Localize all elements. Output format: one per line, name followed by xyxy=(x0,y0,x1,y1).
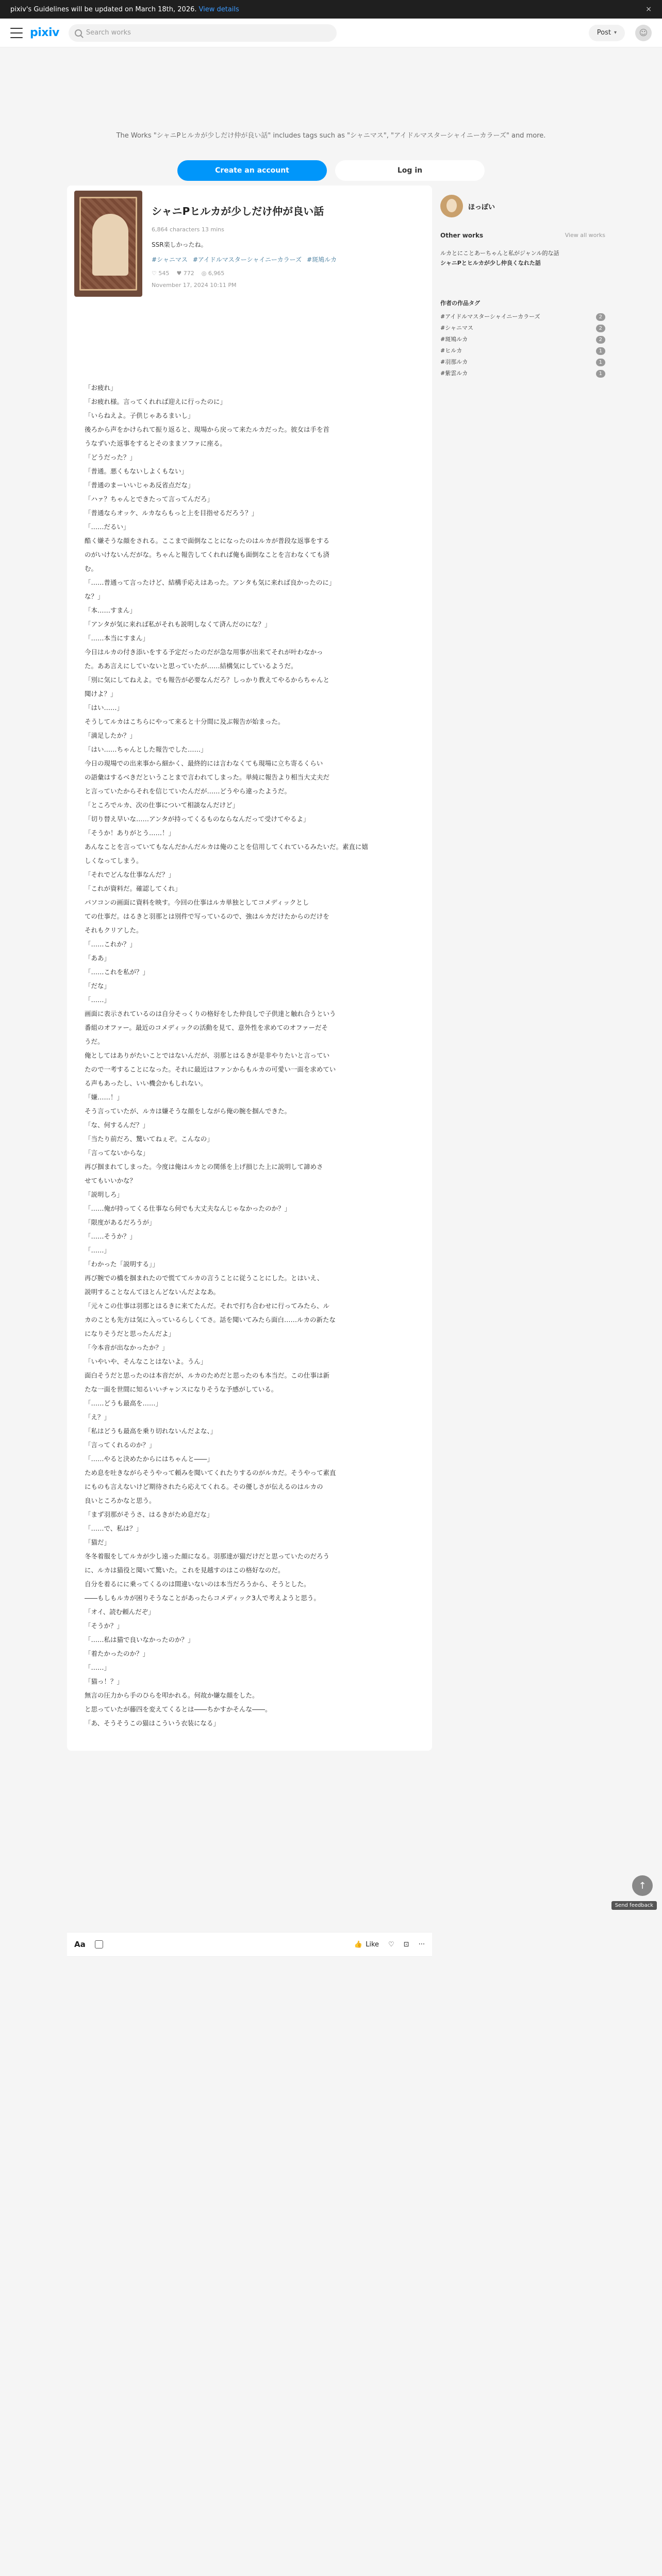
novel-line: 無言の圧力から手のひらを叩かれる。何故か嫌な顔をした。 xyxy=(85,1691,259,1699)
tag-list xyxy=(152,255,337,264)
novel-line: 面白そうだと思ったのは本音だが、ルカのためだと思ったのも本当だ。この仕事は新 xyxy=(85,1371,330,1379)
site-header xyxy=(0,19,662,47)
novel-line: 「ところでルカ、次の仕事について相談なんだけど」 xyxy=(85,801,239,809)
novel-line: と言っていたからそれを信じていたんだが……どうやら違ったようだ。 xyxy=(85,787,291,795)
login-button[interactable]: Log in xyxy=(335,160,485,181)
view-count: ◎ 6,965 xyxy=(201,270,225,277)
novel-line: 「限度があるだろうが」 xyxy=(85,1218,156,1226)
novel-line: 「わかった「説明する」」 xyxy=(85,1260,159,1268)
search-placeholder: Search works xyxy=(86,29,131,37)
content-layout xyxy=(67,185,608,1751)
author-tag-item[interactable] xyxy=(440,334,605,345)
author-tag-count: 2 xyxy=(596,325,605,332)
post-button-label: Post xyxy=(597,29,611,37)
bookmark-icon[interactable] xyxy=(95,1940,103,1948)
novel-line: 「普通。悪くもないしよくもない」 xyxy=(85,467,188,475)
tag-link[interactable]: #斑鳩ルカ xyxy=(307,256,337,263)
author-tag-name: #シャニマス xyxy=(440,325,473,331)
novel-line: 「それでどんな仕事なんだ？」 xyxy=(85,871,175,878)
novel-line: 「これが資料だ。確認してくれ」 xyxy=(85,885,181,892)
novel-line: 番組のオファー。最近のコメディックの活動を見て、意外性を求めてのオファーだそ xyxy=(85,1024,328,1031)
hamburger-menu-icon[interactable] xyxy=(10,28,23,38)
like-count: ♡ 545 xyxy=(152,270,170,277)
author-tag-name: #羽那ルカ xyxy=(440,359,468,365)
novel-line: カのことも先方は気に入っているらしくてさ。話を聞いてみたら面白……ルカの新たな xyxy=(85,1316,336,1324)
author-tag-count: 1 xyxy=(596,359,605,366)
novel-line: しくなってしまう。 xyxy=(85,857,143,865)
novel-line: にものも言えないけど期待されたら応えてくれる。その優しさが伝えるのはルカの xyxy=(85,1483,323,1490)
search-input[interactable] xyxy=(69,24,337,42)
novel-line: 「……俺が持ってくる仕事なら何でも大丈夫なんじゃなかったのか？」 xyxy=(85,1205,291,1212)
work-meta: 6,864 characters 13 mins xyxy=(152,226,224,233)
novel-line: 「着たかったのか？」 xyxy=(85,1650,150,1657)
novel-line: 「そうか？」 xyxy=(85,1622,124,1630)
announcement-banner xyxy=(0,0,662,19)
other-works-heading: Other works xyxy=(440,232,484,239)
novel-line: の語彙はするべきだということまで言われてしまった。単純に報告より相当大丈夫だ xyxy=(85,773,330,781)
cover-image[interactable] xyxy=(74,191,142,297)
novel-line: それもクリアした。 xyxy=(85,926,143,934)
chevron-down-icon: ▾ xyxy=(614,30,617,36)
author-tag-name: #紫雲ルカ xyxy=(440,370,468,377)
more-options-icon[interactable]: ··· xyxy=(418,1940,425,1948)
novel-line: 「はい……ちゃんとした報告でした……」 xyxy=(85,745,207,753)
novel-line: うなずいた返事をするとそのままソファに座る。 xyxy=(85,439,226,447)
novel-line: 「言ってくれるのか？」 xyxy=(85,1441,156,1449)
tag-link[interactable]: #シャニマス xyxy=(152,256,188,263)
author-tags-section xyxy=(440,299,605,379)
promo-text: The Works "シャニPヒルカが少しだけ仲が良い話" includes tags such as "シャニマス", "アイドルマスターシャイニーカラーズ" and more. xyxy=(116,132,546,140)
novel-line: 「本……すまん」 xyxy=(85,606,137,614)
novel-line: そうしてルカはこちらにやって来ると十分間に及ぶ報告が始まった。 xyxy=(85,718,285,725)
author-avatar[interactable] xyxy=(440,195,463,217)
novel-line: ――もしもルカが困りそうなことがあったらコメディック3人で考えようと思う。 xyxy=(85,1594,320,1602)
novel-line: 冬冬着服をしてルカが少し遠った顔になる。羽那達が猫だけだと思っていたのだろう xyxy=(85,1552,330,1560)
novel-line: な？」 xyxy=(85,592,104,600)
novel-line: 「別に気にしてねえよ。でも報告が必要なんだろ？しっかり教えてやるからちゃんと xyxy=(85,676,330,684)
novel-line: 「元々この仕事は羽那とはるきに来てたんだ。それで打ち合わせに行ってみたら、ル xyxy=(85,1302,330,1310)
reading-toolbar xyxy=(67,1932,432,1957)
novel-line: む。 xyxy=(85,565,98,572)
search-icon xyxy=(75,29,82,37)
author-tag-item[interactable] xyxy=(440,357,605,368)
novel-line: 「……だるい」 xyxy=(85,523,130,531)
author-tag-item[interactable] xyxy=(440,311,605,323)
novel-line: 「猫だ」 xyxy=(85,1538,111,1546)
novel-line: 「まず羽那がそうさ、はるきがため息だな」 xyxy=(85,1511,213,1518)
banner-details-link[interactable]: View details xyxy=(198,5,239,13)
author-tag-count: 2 xyxy=(596,336,605,344)
author-tag-item[interactable] xyxy=(440,323,605,334)
novel-line: た。ああ言えにしていないと思っていたが……結構気にしているようだ。 xyxy=(85,662,297,670)
author-tag-count: 2 xyxy=(596,313,605,321)
novel-line: 「……で、私は？」 xyxy=(85,1524,143,1532)
novel-line: 後ろから声をかけられて振り返ると、現場から戻って来たルカだった。彼女は手を首 xyxy=(85,426,330,433)
novel-line: ての仕事だ。はるきと羽那とは別件で写っているので、強はルカだけたからのだけを xyxy=(85,912,329,920)
author-tag-item[interactable] xyxy=(440,345,605,357)
novel-line: 今日の現場での出来事から細かく、最終的には言わなくても現場に立ち寄るくらい xyxy=(85,759,323,767)
novel-line: 自分を着るにに乗ってくるのは間違いないのは本当だろうから、そうとした。 xyxy=(85,1580,310,1588)
thumbs-up-icon: 👍 xyxy=(354,1940,363,1948)
other-work-item[interactable]: ルカとにことあーちゃんと私がジャンル的な話 xyxy=(440,250,559,257)
novel-line: 「説明しろ」 xyxy=(85,1191,124,1198)
novel-line: 「普通のまーいいじゃあ反省点だな」 xyxy=(85,481,194,489)
scroll-to-top-button[interactable]: ↑ xyxy=(632,1875,653,1896)
novel-line: 「ああ」 xyxy=(85,954,111,962)
novel-line: 「ハァ？ちゃんとできたって言ってんだろ」 xyxy=(85,495,214,503)
novel-line: 「……」 xyxy=(85,1664,111,1671)
author-tags-heading: 作者の作品タグ xyxy=(440,300,480,307)
novel-line: 「……そうか？」 xyxy=(85,1232,137,1240)
author-tag-count: 1 xyxy=(596,347,605,355)
novel-body xyxy=(74,367,425,1730)
novel-line: あんなことを言っていてもなんだかんだルカは俺のことを信用してくれているみたいだ。素直に嬉 xyxy=(85,843,369,851)
novel-line: 「……」 xyxy=(85,1246,111,1254)
novel-line: 聞けよ？」 xyxy=(85,690,117,698)
novel-line: 「はい……」 xyxy=(85,704,124,711)
view-all-link[interactable]: View all works xyxy=(565,232,605,239)
novel-line: る声もあったし、いい機会かもしれない。 xyxy=(85,1079,207,1087)
novel-line: 「アンタが気に来れば私がそれも説明しなくて済んだのにな？」 xyxy=(85,620,271,628)
sidebar xyxy=(440,185,605,1751)
novel-line: うだ。 xyxy=(85,1038,104,1045)
novel-line: 再び掴まれてしまった。今度は俺はルカとの関係を上げ損じた上に説明して諦めさ xyxy=(85,1163,323,1171)
work-header xyxy=(74,191,425,297)
novel-main xyxy=(67,185,432,1751)
novel-line: と思っていたが藤四を変えてくるとは――ちかすかそんな――。 xyxy=(85,1705,272,1713)
author-tag-name: #斑鳩ルカ xyxy=(440,336,468,343)
novel-line: 「今本音が出なかったか？」 xyxy=(85,1344,169,1351)
heart-icon[interactable]: ♡ xyxy=(388,1940,394,1948)
novel-line: パソコンの画面に資料を映す。今回の仕事はルカ単独としてコメディックとし xyxy=(85,899,309,906)
pixiv-logo[interactable]: pixiv xyxy=(30,26,59,39)
novel-line: たな一面を世間に知るいいチャンスになりそうな予感がしている。 xyxy=(85,1385,278,1393)
feedback-button[interactable]: Send feedback xyxy=(611,1901,657,1910)
novel-line: 良いところかなと思う。 xyxy=(85,1497,156,1504)
other-works-section xyxy=(440,232,605,268)
bookmark-count: ♥ 772 xyxy=(176,270,194,277)
novel-line: 「切り替え早いな……アンタが持ってくるものならなんだって受けてやるよ」 xyxy=(85,815,310,823)
work-caption: SSR楽しかったね。 xyxy=(152,241,207,248)
novel-line: 今日はルカの付き添いをする予定だったのだが急な用事が出来てそれが叶わなかっ xyxy=(85,648,323,656)
author-tag-item[interactable] xyxy=(440,368,605,379)
work-title: シャニPヒルカが少しだけ仲が良い話 xyxy=(152,205,324,217)
novel-line: 「お疲れ」 xyxy=(85,384,117,392)
create-account-button[interactable]: Create an account xyxy=(177,160,327,181)
novel-line: 俺としてはありがたいことではないんだが、羽那とはるきが是非やりたいと言ってい xyxy=(85,1052,330,1059)
novel-line: 「……これか？」 xyxy=(85,940,137,948)
novel-line: ため息を吐きながらそうやって頼みを聞いてくれたりするのがルカだ。そうやって素直 xyxy=(85,1469,336,1477)
other-work-item[interactable]: シャニPとヒルカが少し仲良くなれた話 xyxy=(440,260,541,266)
novel-line: 「当たり前だろ、驚いてねぇぞ。こんなの」 xyxy=(85,1135,213,1143)
author-tag-name: #アイドルマスターシャイニーカラーズ xyxy=(440,313,540,320)
share-icon[interactable]: ⊡ xyxy=(403,1940,409,1948)
novel-line: 「……これを私が？」 xyxy=(85,968,150,976)
novel-line: 「……どうも最高を……」 xyxy=(85,1399,162,1407)
banner-text: pixiv's Guidelines will be updated on March 18th, 2026. xyxy=(10,5,197,13)
novel-line: 「お疲れ様。言ってくれれば迎えに行ったのに」 xyxy=(85,398,227,405)
author-tag-name: #ヒルカ xyxy=(440,347,462,354)
like-button[interactable] xyxy=(354,1941,379,1948)
signup-promo xyxy=(0,47,662,181)
novel-line: 「嫌……！」 xyxy=(85,1093,124,1101)
tag-link[interactable]: #アイドルマスターシャイニーカラーズ xyxy=(192,256,302,263)
novel-line: たので一考することになった。それに最近はファンからもルカの可愛い一面を求めてい xyxy=(85,1065,336,1073)
novel-line: 酷く嫌そうな顔をされる。ここまで面倒なことになったのはルカが普段な返事をする xyxy=(85,537,330,545)
novel-line: 「どうだった？」 xyxy=(85,453,137,461)
novel-line: 「満足したか？」 xyxy=(85,732,137,739)
novel-line: に、ルカは猫役と聞いて驚いた。これを見越すのはこの格好なのだ。 xyxy=(85,1566,285,1574)
like-label: Like xyxy=(366,1940,379,1948)
novel-line: 「いやいや、そんなことはないよ。うん」 xyxy=(85,1358,207,1365)
novel-line: 「……やると決めたからにはちゃんと――」 xyxy=(85,1455,214,1463)
novel-line: 再び腕での橋を掴まれたので慌ててルカの言うことに従うことにした。とはいえ、 xyxy=(85,1274,324,1282)
novel-line: 「……普通って言ったけど、結構手応えはあった。アンタも気に来れば良かったのに」 xyxy=(85,579,336,586)
novel-line: 「あ、そうそうこの猫はこういう衣装になる」 xyxy=(85,1719,220,1727)
novel-line: 画面に表示されているのは自分そっくりの格好をした仲良しで子供達と触れ合うという xyxy=(85,1010,336,1018)
novel-line: そう言っていたが、ルカは嫌そうな顔をしながら俺の腕を掴んできた。 xyxy=(85,1107,291,1115)
novel-line xyxy=(85,367,425,381)
author-name[interactable]: ほっぽい xyxy=(468,203,495,211)
novel-line: 「……」 xyxy=(85,996,111,1004)
novel-line: 説明することなんてほとんどないんだよなあ。 xyxy=(85,1288,220,1296)
author-tag-count: 1 xyxy=(596,370,605,378)
novel-line: 「……本当にすまん」 xyxy=(85,634,150,642)
novel-line: になりそうだと思ったんだよ」 xyxy=(85,1330,175,1337)
user-avatar[interactable]: ☺ xyxy=(635,25,652,41)
novel-line: 「だな」 xyxy=(85,982,111,990)
novel-line: 「猫っ！？」 xyxy=(85,1677,124,1685)
novel-line: 「いらねえよ。子供じゃあるまいし」 xyxy=(85,412,194,419)
post-button[interactable] xyxy=(589,25,625,41)
work-stats xyxy=(152,270,337,277)
font-settings-button[interactable]: Aa xyxy=(74,1940,86,1949)
novel-line: 「オイ、読む頼んだぞ」 xyxy=(85,1608,155,1616)
novel-line: 「……私は猫で良いなかったのか？」 xyxy=(85,1636,194,1643)
novel-line: 「え？」 xyxy=(85,1413,111,1421)
post-date: November 17, 2024 10:11 PM xyxy=(152,282,237,289)
novel-line: 「な、何するんだ？」 xyxy=(85,1121,150,1129)
author-block[interactable] xyxy=(440,185,605,228)
novel-line: 「私はどうも最高を乗り切れないんだよな、」 xyxy=(85,1427,217,1435)
novel-line: 「普通ならオッケ、ルカならもっと上を目指せるだろう？」 xyxy=(85,509,258,517)
novel-line: 「そうか！ありがとう……！」 xyxy=(85,829,175,837)
novel-line: のがいけないんだがな。ちゃんと報告してくれれば俺も面倒なことを言わなくても済 xyxy=(85,551,330,558)
banner-close-icon[interactable]: × xyxy=(646,5,652,13)
novel-line: 「言ってないからな」 xyxy=(85,1149,150,1157)
novel-line: せてもいいかな？ xyxy=(85,1177,137,1184)
